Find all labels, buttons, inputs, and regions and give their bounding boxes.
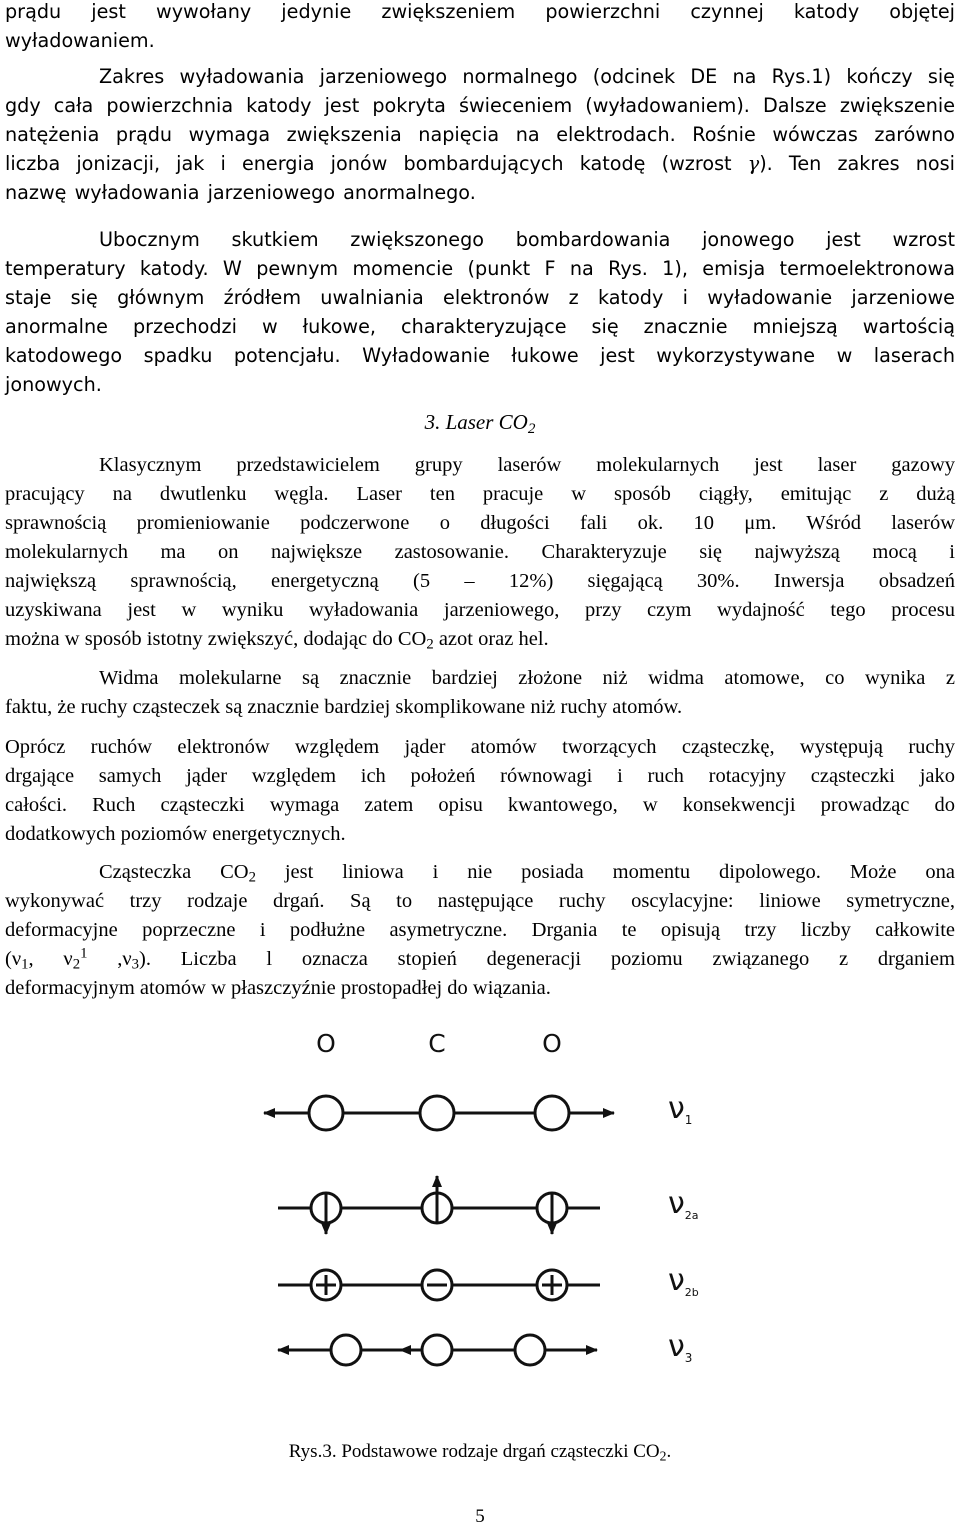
text-line: anormalne przechodzi w łukowe, charakteryzujące się znacznie mniejszą wartością	[5, 315, 955, 338]
text-line: pracujący na dwutlenku węgla. Laser ten pracuje w sposób ciągły, emitując z dużą	[5, 483, 955, 505]
text-line: ($\nu_1$, $\nu_2^1$ $,\nu_3$). Liczba l oznacza stopień degeneracji poziomu związanego z drganiem	[5, 945, 955, 973]
text-line: całości. Ruch cząsteczki wymaga zatem opisu kwantowego, w konsekwencji prowadząc do	[5, 794, 955, 816]
text-line: gdy cała powierzchnia katody jest pokryta świeceniem (wyładowaniem). Dalsze zwiększenie	[5, 94, 955, 117]
paragraph-arc-discharge	[5, 225, 955, 399]
mode-nu3	[278, 1329, 692, 1365]
text-line: drgające samych jąder względem ich położeń równowagi i ruch rotacyjny cząsteczki jako	[5, 765, 955, 787]
mode-label-nu3: $\nu_3$	[668, 1329, 693, 1365]
text-line: molekularnych ma on największe zastosowanie. Charakteryzuje się najwyższą mocą i	[5, 541, 955, 563]
mode-nu1	[264, 1091, 692, 1130]
text-line: staje się głównym źródłem uwalniania elektronów z katody i wyładowanie jarzeniowe	[5, 286, 955, 309]
text-line: Zakres wyładowania jarzeniowego normalnego (odcinek DE na Rys.1) kończy się	[99, 65, 955, 88]
text-line: Oprócz ruchów elektronów względem jąder atomów tworzących cząsteczkę, występują ruchy	[5, 736, 955, 758]
text-line: liczba jonizacji, jak i energia jonów bombardujących katodę (wzrost γ). Ten zakres nosi	[5, 152, 956, 175]
text-line: Ubocznym skutkiem zwiększonego bombardowania jonowego jest wzrost	[99, 228, 955, 251]
text-line: deformacyjne poprzeczne i podłużne asymetryczne. Drgania te opisują trzy liczby całkowite	[5, 919, 955, 941]
text-line: faktu, że ruchy cząsteczek są znacznie bardziej skomplikowane niż ruchy atomów.	[5, 696, 683, 718]
text-line: wyładowaniem.	[5, 29, 155, 52]
text-line: wykonywać trzy rodzaje drgań. Są to następujące ruchy oscylacyjne: liniowe symetryczne,	[5, 890, 955, 912]
text-line: dodatkowych poziomów energetycznych.	[5, 823, 346, 845]
text-line: Klasycznym przedstawicielem grupy laserów molekularnych jest laser gazowy	[99, 454, 955, 476]
text-line: można w sposób istotny zwiększyć, dodając do $CO_2$ azot oraz hel.	[5, 628, 549, 653]
paragraph-co2-laser	[5, 451, 955, 654]
text-line: Cząsteczka $CO_2$ jest liniowa i nie posiada momentu dipolowego. Może ona	[99, 861, 956, 886]
paragraph-molecular-spectra	[5, 664, 955, 722]
text-line: jonowych.	[5, 373, 102, 396]
paragraph-glow-discharge	[5, 62, 955, 207]
text-line: deformacyjnym atomów w płaszczyźnie prostopadłej do wiązania.	[5, 977, 551, 999]
text-line: prądu jest wywołany jedynie zwiększeniem powierzchni czynnej katody objętej	[5, 0, 955, 23]
text-line: największą sprawnością, energetyczną (5 – 12%) sięgającą 30%. Inwersja obsadzeń	[5, 570, 955, 592]
mode-label-nu2a: $\nu_{2a}$	[668, 1186, 699, 1222]
text-line: sprawnością promieniowanie podczerwone o długości fali ok. 10 μm. Wśród laserów	[5, 512, 955, 534]
gamma-symbol: γ	[747, 152, 760, 175]
section-heading: 3. Laser $CO_2$	[424, 410, 536, 437]
paragraph-continuation	[5, 0, 955, 55]
text-line: katodowego spadku potencjału. Wyładowanie łukowe jest wykorzystywane w laserach	[5, 344, 955, 367]
text-line: uzyskiwana jest w wyniku wyładowania jarzeniowego, przy czym wydajność tego procesu	[5, 599, 955, 621]
mode-nu2b	[278, 1263, 699, 1300]
figure-caption: Rys.3. Podstawowe rodzaje drgań cząsteczki $CO_2$.	[288, 1441, 672, 1464]
atom-label-o-right: O	[542, 1029, 562, 1058]
mode-label-nu1: $\nu_1$	[668, 1091, 693, 1127]
atom-label-o-left: O	[316, 1029, 336, 1058]
atom-label-c: C	[428, 1029, 446, 1058]
paragraph-co2-vibrations	[5, 858, 955, 1003]
mode-nu2a	[278, 1176, 699, 1234]
text-line: temperatury katody. W pewnym momencie (punkt F na Rys. 1), emisja termoelektronowa	[5, 257, 955, 280]
text-line: nazwę wyładowania jarzeniowego anormalnego.	[5, 181, 476, 204]
paragraph-nuclear-motion	[5, 733, 955, 849]
text-line: natężenia prądu wymaga zwiększenia napięcia na elektrodach. Rośnie wówczas zarówno	[5, 123, 955, 146]
text-line: Widma molekularne są znacznie bardziej złożone niż widma atomowe, co wynika z	[99, 667, 955, 689]
mode-label-nu2b: $\nu_{2b}$	[668, 1263, 699, 1299]
page-number: 5	[475, 1506, 485, 1527]
co2-vibration-modes-figure	[240, 1028, 740, 1428]
